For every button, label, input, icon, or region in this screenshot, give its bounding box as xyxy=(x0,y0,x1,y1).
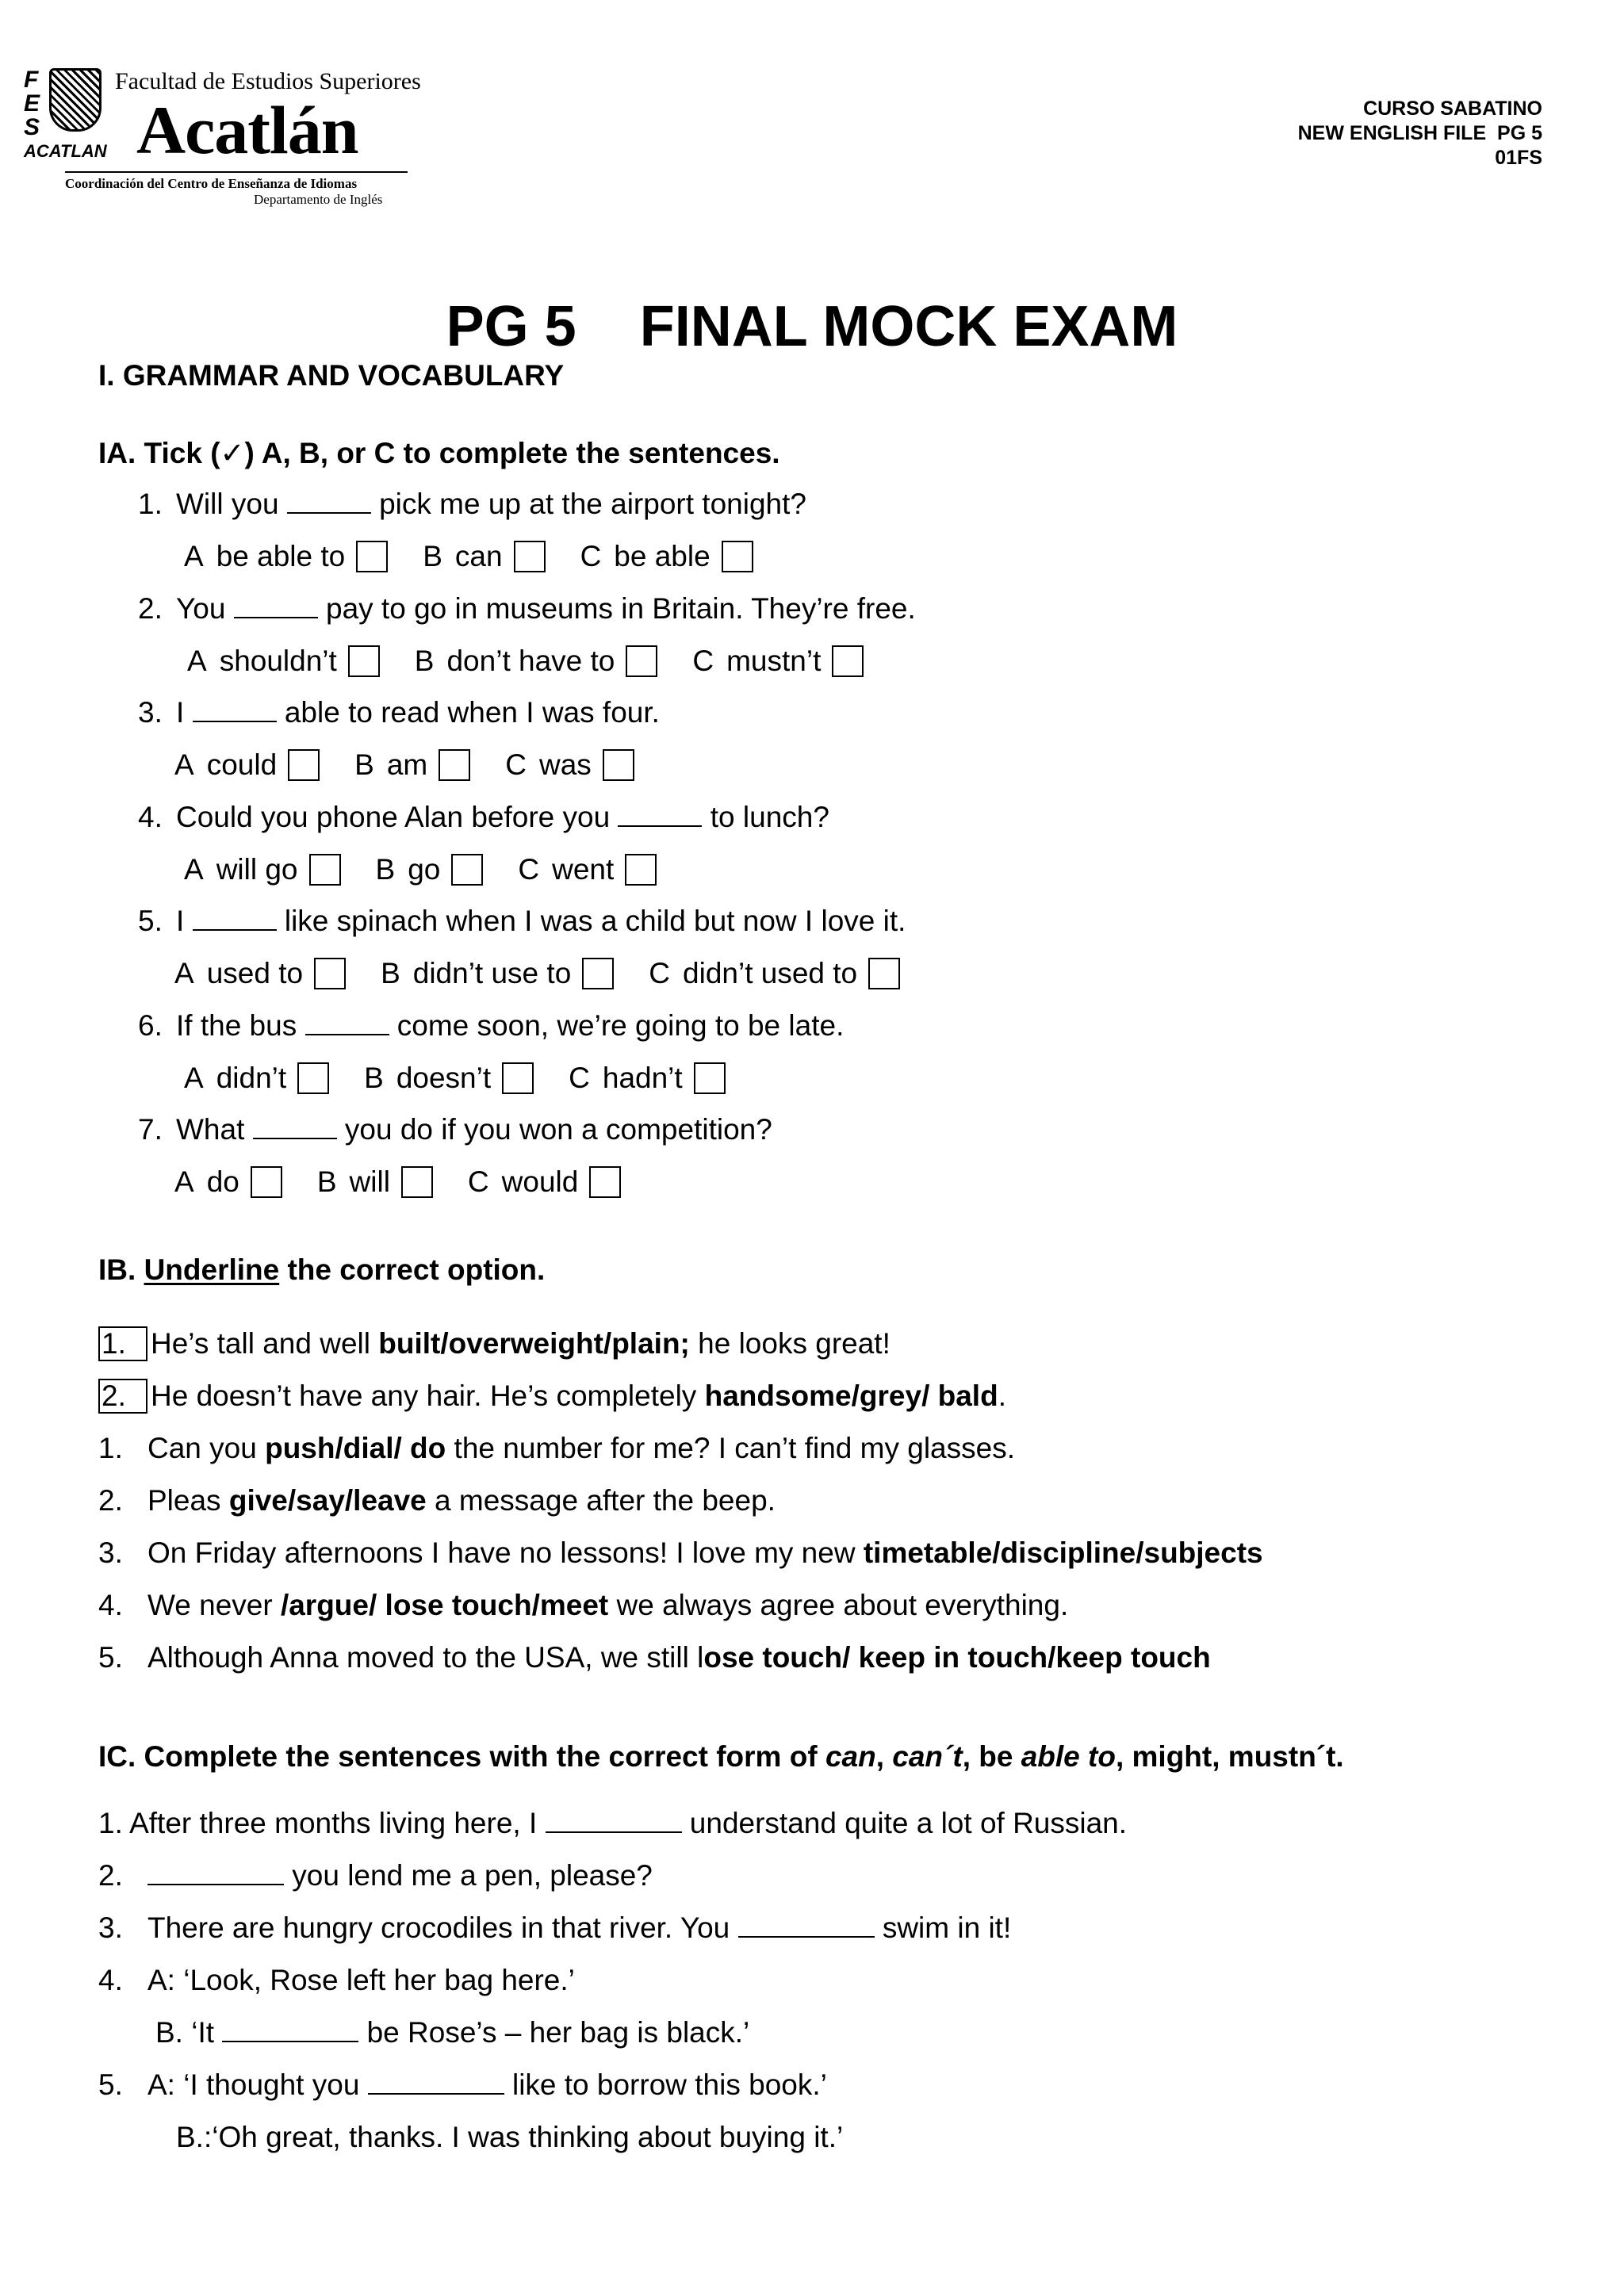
page-title: PG 5 FINAL MOCK EXAM xyxy=(446,295,1178,358)
question-text: If the bus xyxy=(176,1008,305,1042)
options-row xyxy=(187,644,864,679)
option-letter: C xyxy=(649,957,671,989)
section-c-heading-part: , xyxy=(875,1740,893,1773)
underline-item xyxy=(98,1379,1006,1414)
option-text: went xyxy=(552,852,615,886)
option-letter: C xyxy=(467,1165,489,1198)
item-number: 4. xyxy=(98,1589,123,1621)
option-checkbox[interactable] xyxy=(314,958,346,989)
item-number: 2. xyxy=(98,1859,123,1892)
item-text: He doesn’t have any hair. He’s completely xyxy=(151,1380,705,1412)
option-letter: A xyxy=(184,540,204,572)
item-number: 5. xyxy=(98,2068,123,2101)
section-c-heading-cant: can´t xyxy=(892,1740,963,1773)
completion-item xyxy=(98,1806,1127,1841)
question-7 xyxy=(138,1112,772,1147)
option-checkbox[interactable] xyxy=(603,749,634,781)
option-text: didn’t xyxy=(216,1061,287,1094)
question-2 xyxy=(138,591,916,626)
options-row xyxy=(184,852,657,887)
underline-item xyxy=(98,1483,776,1518)
section-heading-grammar: I. GRAMMAR AND VOCABULARY xyxy=(98,359,565,392)
option-text: will xyxy=(349,1165,390,1198)
option-choices[interactable]: /argue/ lose touch/meet xyxy=(280,1589,609,1621)
answer-blank[interactable] xyxy=(234,617,318,618)
option-letter: A xyxy=(174,957,194,989)
answer-blank[interactable] xyxy=(193,721,277,722)
item-number: 2. xyxy=(98,1379,147,1414)
question-text: Could you phone Alan before you xyxy=(176,800,619,833)
option-checkbox[interactable] xyxy=(309,854,341,886)
item-number: 1. xyxy=(98,1326,147,1361)
item-text: He’s tall and well xyxy=(151,1327,379,1360)
option-letter: A xyxy=(174,748,194,781)
question-text: pay to go in museums in Britain. They’re free. xyxy=(317,591,916,625)
item-text: Pleas xyxy=(147,1484,229,1517)
logo-divider xyxy=(65,171,408,173)
question-text: able to read when I was four. xyxy=(276,696,660,729)
section-b-heading-underline: Underline xyxy=(144,1253,280,1286)
question-number: 4. xyxy=(138,800,163,833)
question-text: like spinach when I was a child but now I love it. xyxy=(276,905,906,937)
completion-item xyxy=(155,2015,749,2050)
item-text: A: ‘I thought you xyxy=(147,2068,368,2101)
options-row xyxy=(174,1165,621,1200)
option-text: go xyxy=(408,852,441,886)
item-number: 5. xyxy=(98,1641,123,1674)
question-6 xyxy=(138,1008,844,1043)
question-text: pick me up at the airport tonight? xyxy=(370,488,806,520)
item-text: We never xyxy=(147,1589,281,1621)
question-text: to lunch? xyxy=(702,800,829,833)
option-text: didn’t used to xyxy=(683,957,858,989)
option-checkbox[interactable] xyxy=(251,1166,282,1198)
option-text: doesn’t xyxy=(396,1061,492,1094)
option-letter: B xyxy=(354,748,374,781)
option-checkbox[interactable] xyxy=(868,958,900,989)
option-choices[interactable]: timetable/discipline/subjects xyxy=(863,1536,1263,1569)
option-text: mustn’t xyxy=(726,644,822,677)
underline-item xyxy=(98,1536,1263,1571)
completion-item xyxy=(176,2120,843,2155)
option-letter: B xyxy=(375,852,396,886)
option-checkbox[interactable] xyxy=(722,541,753,572)
question-4 xyxy=(138,800,829,835)
department-name: Departamento de Inglés xyxy=(254,192,383,207)
completion-item xyxy=(98,1858,653,1893)
option-checkbox[interactable] xyxy=(582,958,614,989)
options-row xyxy=(174,748,634,783)
options-row xyxy=(184,1061,726,1096)
book-label: NEW ENGLISH FILE PG 5 xyxy=(1297,122,1542,144)
section-a-heading: IA. Tick (✓) A, B, or C to complete the sentences. xyxy=(98,437,780,469)
answer-blank[interactable] xyxy=(738,1936,875,1938)
item-number: 1. xyxy=(98,1432,123,1464)
options-row xyxy=(174,956,900,991)
option-checkbox[interactable] xyxy=(401,1166,433,1198)
option-checkbox[interactable] xyxy=(297,1062,329,1094)
item-number: 3. xyxy=(98,1911,123,1944)
option-text: used to xyxy=(206,957,304,989)
underline-item xyxy=(98,1431,1015,1466)
section-b-heading-suffix: the correct option. xyxy=(279,1253,546,1286)
question-text: you do if you won a competition? xyxy=(336,1113,772,1146)
option-letter: B xyxy=(423,540,442,572)
question-3 xyxy=(138,695,660,730)
option-checkbox[interactable] xyxy=(626,645,657,677)
option-text: be able xyxy=(614,540,710,572)
options-row xyxy=(184,539,753,574)
option-choices[interactable]: give/say/leave xyxy=(228,1484,427,1517)
option-letter: C xyxy=(692,644,714,677)
question-number: 5. xyxy=(138,905,163,937)
option-letter: C xyxy=(569,1061,590,1094)
question-1 xyxy=(138,487,806,522)
question-text: come soon, we’re going to be late. xyxy=(389,1008,845,1042)
section-c-heading-part: , be xyxy=(962,1740,1021,1773)
section-c-heading-can: can xyxy=(825,1740,876,1773)
option-text: am xyxy=(386,748,428,781)
option-checkbox[interactable] xyxy=(451,854,483,886)
option-letter: A xyxy=(174,1165,194,1198)
option-text: didn’t use to xyxy=(412,957,572,989)
question-5 xyxy=(138,904,906,939)
answer-blank[interactable] xyxy=(287,512,371,514)
underline-item xyxy=(98,1588,1068,1623)
option-text: don’t have to xyxy=(446,644,615,677)
campus-name: Acatlán xyxy=(136,92,358,168)
question-number: 7. xyxy=(138,1113,163,1146)
section-c-heading-part: IC. Complete the sentences with the correct form of xyxy=(98,1740,825,1773)
item-number: 3. xyxy=(98,1536,123,1569)
item-number: 4. xyxy=(98,1964,123,1996)
logo-acatlan-small: ACATLAN xyxy=(24,141,107,161)
coordination-name: Coordinación del Centro de Enseñanza de Idiomas xyxy=(65,176,358,191)
item-text: After three months living here, I xyxy=(122,1807,546,1839)
underline-item xyxy=(98,1640,1211,1675)
option-letter: C xyxy=(505,748,527,781)
option-letter: C xyxy=(580,540,602,572)
option-checkbox[interactable] xyxy=(288,749,320,781)
option-choices[interactable]: push/dial/ do xyxy=(265,1432,446,1464)
option-checkbox[interactable] xyxy=(356,541,388,572)
item-number: 1. xyxy=(98,1807,123,1839)
section-c-heading xyxy=(98,1739,1344,1774)
option-text: do xyxy=(206,1165,239,1198)
answer-blank[interactable] xyxy=(546,1831,682,1833)
answer-blank[interactable] xyxy=(193,929,277,931)
option-letter: B xyxy=(381,957,400,989)
course-label: CURSO SABATINO xyxy=(1363,98,1542,120)
question-text: I xyxy=(176,696,193,729)
option-letter: A xyxy=(184,852,204,886)
question-text: Will you xyxy=(176,488,287,520)
item-text: Can you xyxy=(147,1432,266,1464)
item-text: . xyxy=(998,1380,1006,1412)
option-text: was xyxy=(538,748,592,781)
option-checkbox[interactable] xyxy=(514,541,546,572)
option-text: will go xyxy=(216,852,298,886)
option-text: hadn’t xyxy=(602,1061,683,1094)
answer-blank[interactable] xyxy=(618,825,702,827)
item-text: a message after the beep. xyxy=(426,1484,776,1517)
section-b-heading-prefix: IB. xyxy=(98,1253,144,1286)
option-checkbox[interactable] xyxy=(439,749,470,781)
underline-item xyxy=(98,1326,891,1361)
section-c-heading-able-to: able to xyxy=(1021,1740,1116,1773)
completion-item xyxy=(98,2068,827,2103)
faculty-name: Facultad de Estudios Superiores xyxy=(115,68,421,94)
option-checkbox[interactable] xyxy=(589,1166,621,1198)
option-text: be able to xyxy=(216,540,346,572)
item-text: A: ‘Look, Rose left her bag here.’ xyxy=(147,1964,575,1996)
item-text: he looks great! xyxy=(689,1327,891,1360)
option-choices[interactable]: ose touch/ keep in touch/keep touch xyxy=(703,1641,1211,1674)
item-text: the number for me? I can’t find my glasses. xyxy=(446,1432,1015,1464)
question-number: 2. xyxy=(138,591,163,625)
option-letter: A xyxy=(184,1061,204,1094)
option-checkbox[interactable] xyxy=(694,1062,726,1094)
item-text: we always agree about everything. xyxy=(608,1589,1069,1621)
item-text: Although Anna moved to the USA, we still l xyxy=(147,1641,704,1674)
answer-blank[interactable] xyxy=(222,2041,358,2042)
option-text: shouldn’t xyxy=(219,644,337,677)
option-text: could xyxy=(206,748,278,781)
unam-seal-icon xyxy=(49,68,102,132)
answer-blank[interactable] xyxy=(368,2093,504,2095)
logo-letter-f: F xyxy=(24,67,39,93)
question-text: You xyxy=(176,591,234,625)
option-checkbox[interactable] xyxy=(832,645,864,677)
option-letter: B xyxy=(364,1061,384,1094)
completion-item xyxy=(98,1911,1011,1946)
item-text: be Rose’s – her bag is black.’ xyxy=(358,2016,750,2049)
option-letter: B xyxy=(316,1165,337,1198)
option-text: can xyxy=(454,540,503,572)
question-text: What xyxy=(176,1113,253,1146)
item-text: you lend me a pen, please? xyxy=(284,1859,653,1892)
question-text: I xyxy=(176,905,193,937)
course-info xyxy=(1298,97,1542,170)
logo-letter-s: S xyxy=(24,114,40,140)
item-text: like to borrow this book.’ xyxy=(504,2068,827,2101)
item-text: understand quite a lot of Russian. xyxy=(681,1807,1128,1839)
question-number: 1. xyxy=(138,488,163,520)
item-text: On Friday afternoons I have no lessons! I love my new xyxy=(147,1536,864,1569)
option-checkbox[interactable] xyxy=(625,854,657,886)
option-choices[interactable]: handsome/grey/ bald xyxy=(704,1380,998,1412)
option-checkbox[interactable] xyxy=(348,645,380,677)
logo-letter-e: E xyxy=(24,90,40,117)
option-letter: A xyxy=(187,644,207,677)
item-text: B. ‘It xyxy=(155,2016,223,2049)
option-letter: C xyxy=(518,852,540,886)
option-letter: B xyxy=(414,644,435,677)
option-choices[interactable]: built/overweight/plain; xyxy=(378,1327,690,1360)
item-text: swim in it! xyxy=(874,1911,1012,1944)
question-number: 6. xyxy=(138,1008,163,1042)
item-text: B.:‘Oh great, thanks. I was thinking about buying it.’ xyxy=(176,2121,844,2153)
item-number: 2. xyxy=(98,1484,123,1517)
section-b-heading xyxy=(98,1253,545,1288)
option-checkbox[interactable] xyxy=(502,1062,534,1094)
answer-blank[interactable] xyxy=(253,1138,337,1139)
faculty-logo xyxy=(24,63,421,210)
question-number: 3. xyxy=(138,696,163,729)
completion-item xyxy=(98,1963,575,1998)
item-text: There are hungry crocodiles in that river. You xyxy=(147,1911,738,1944)
group-label: 01FS xyxy=(1495,147,1542,169)
answer-blank[interactable] xyxy=(147,1884,284,1885)
section-c-heading-part: , might, mustn´t. xyxy=(1115,1740,1344,1773)
option-text: would xyxy=(501,1165,579,1198)
answer-blank[interactable] xyxy=(305,1034,389,1035)
